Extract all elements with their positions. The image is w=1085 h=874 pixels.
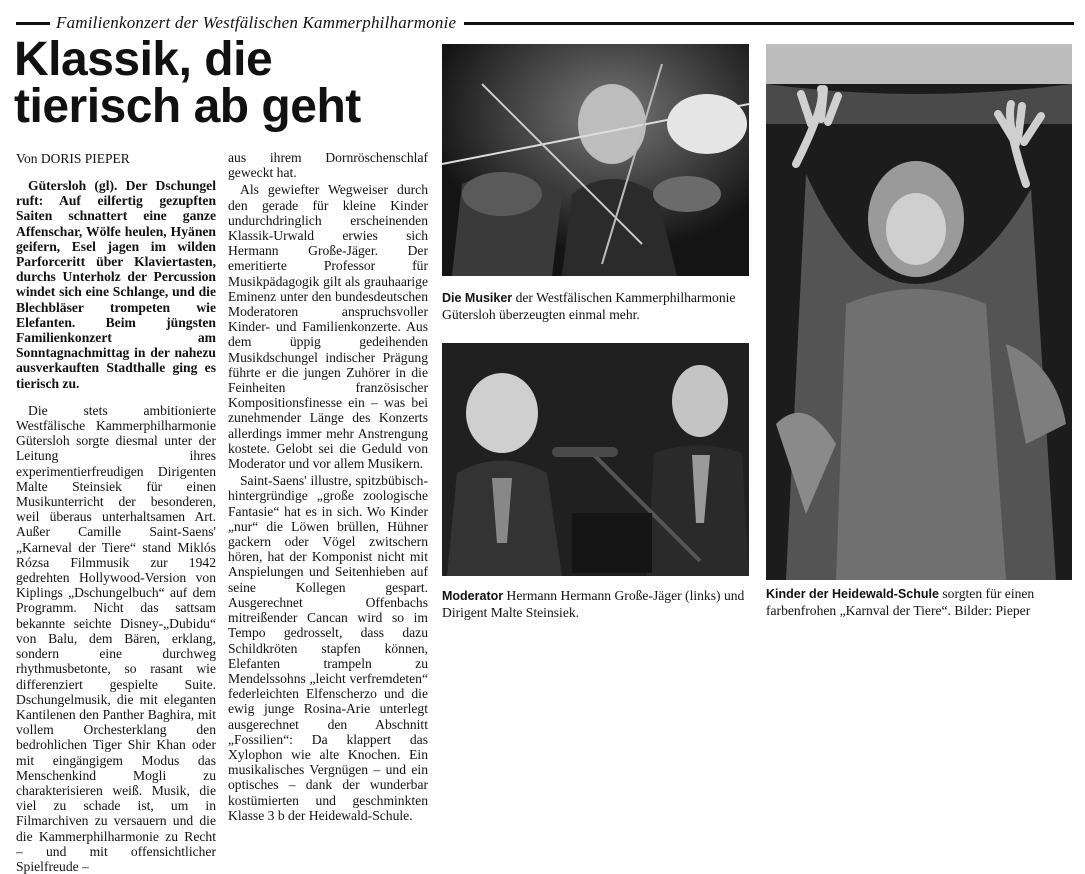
caption-children (766, 586, 1076, 618)
photo-costumed-child (766, 44, 1072, 580)
caption-moderator (442, 588, 752, 620)
caption-musicians-text: der Westfälischen Kammerphilharmonie Gütersloh überzeugten einmal mehr. (442, 290, 736, 322)
article-column-2 (228, 150, 428, 823)
caption-children-bold: Kinder der Heidewald-Schule (766, 587, 939, 601)
caption-children-text: sorgten für einen farbenfrohen „Karnval der Tiere“. Bilder: Pieper (766, 586, 1035, 618)
body-paragraph: Die stets ambitionierte Westfälische Kammerphilharmonie Gütersloh sorgte diesmal unter der Leitung ihres experimentierfreudigen Dirigenten Malte Steinsiek für einen Musikunterricht der besonderen, weil überaus unterhaltsamen Art. Außer Camille Saint-Saens' „Karneval der Tiere“ stand Miklós Rózsa Filmmusik zur 1942 gedrehten Hollywood-Version von Kiplings „Dschungelbuch“ auf dem Programm. Nicht das sattsam bekannte seichte Disney-„Dubidu“ von Balu, dem Bären, erklang, sondern eine durchweg rhythmusbetonte, so rasant wie differenziert gespielte Suite. Dschungelmusik, die mit eleganten Kantilenen den Panther Baghira, mit vollem Orchesterklang den bedrohlichen Tiger Shir Khan oder mit eingängigem Modus das Menschenkind Mogli zu charakterisieren weiß. Musik, die viel zu schade ist, um in Filmarchiven zu versauern und die die Kammerphilharmonie zu Recht – und mit offensichtlicher Spielfreude – (16, 402, 216, 874)
body-paragraph: Als gewiefter Wegweiser durch den gerade für kleine Kinder undurchdringlich erscheinenden Klassik-Urwald erwies sich Hermann Große-Jäger. Der emeritierte Professor für Musikpädagogik gilt als grauhaarige Eminenz unter den bundesdeutschen Moderatoren anspruchsvoller Kinder- und Familienkonzerte. Aus dem üppig gedeihenden Musikdschungel indischer Prägung führte er die jungen Zuhörer in die Feinheiten französischer Kompositionsfinesse ein – was bei zunehmender Länge des Konzerts allerdings immer mehr Anstrengung kostete. Gelobt sei die Geduld von Moderator und vor allem Musikern. (228, 182, 428, 472)
photo-moderator-conductor (442, 343, 749, 576)
body-paragraph: aus ihrem Dornröschenschlaf geweckt hat. (228, 150, 428, 181)
caption-musicians (442, 290, 749, 322)
byline: Von DORIS PIEPER (16, 151, 130, 166)
kicker-text: Familienkonzert der Westfälischen Kammerphilharmonie (56, 13, 457, 32)
photo-child-image (766, 44, 1072, 580)
lead-paragraph: Gütersloh (gl). Der Dschungel ruft: Auf eilfertig gezupften Saiten schnattert eine ganze Affenschar, Wölfe heulen, Hyänen geifern, Esel jagen im wilden Parforceritt über Klaviertasten, durchs Unterholz der Percussion windet sich eine Schlange, und die Blechbläser trompeten wie Elefanten. Beim jüngsten Familienkonzert am Sonntagnachmittag in der nahezu ausverkauften Stadthalle ging es tierisch zu. (16, 178, 216, 391)
caption-musicians-bold: Die Musiker (442, 291, 513, 305)
photo-moderator-image (442, 343, 749, 576)
caption-moderator-bold: Moderator (442, 589, 504, 603)
caption-moderator-text: Hermann Hermann Große-Jäger (links) und Dirigent Malte Steinsiek. (442, 588, 745, 620)
headline (14, 33, 434, 133)
headline-line-1: Klassik, die (14, 33, 273, 86)
photo-musicians-image (442, 44, 749, 276)
photo-musicians (442, 44, 749, 276)
kicker-rule-right (464, 22, 1074, 25)
body-paragraph: Saint-Saens' illustre, spitzbübisch-hintergründige „große zoologische Fantasie“ hat es in sich. Wo Kinder „nur“ die Löwen brüllen, Hühner gackern oder Vögel zwitschern hören, hat der Komponist nicht mit Anspielungen und Seitenhieben auf seine Kollegen gespart. Ausgerechnet Offenbachs mitreißender Cancan wird so im Tempo gedrosselt, dass dazu Schildkröten stapfen können, Elefanten trampeln zu Mendelssohns „leicht verfremdeten“ federleichten Elfenscherzo und die ewig junge Rosina-Arie unterlegt ausgerechnet den Abschnitt „Fossilien“: Da klappert das Xylophon wie alte Knochen. Ein musikalisches Vergnügen – und ein optisches – dank der wunderbar kostümierten und geschminkten Klasse 3 b der Heidewald-Schule. (228, 473, 428, 823)
article-column-1 (16, 178, 216, 874)
headline-line-2: tierisch ab geht (14, 80, 361, 133)
kicker-rule-left (16, 22, 50, 25)
